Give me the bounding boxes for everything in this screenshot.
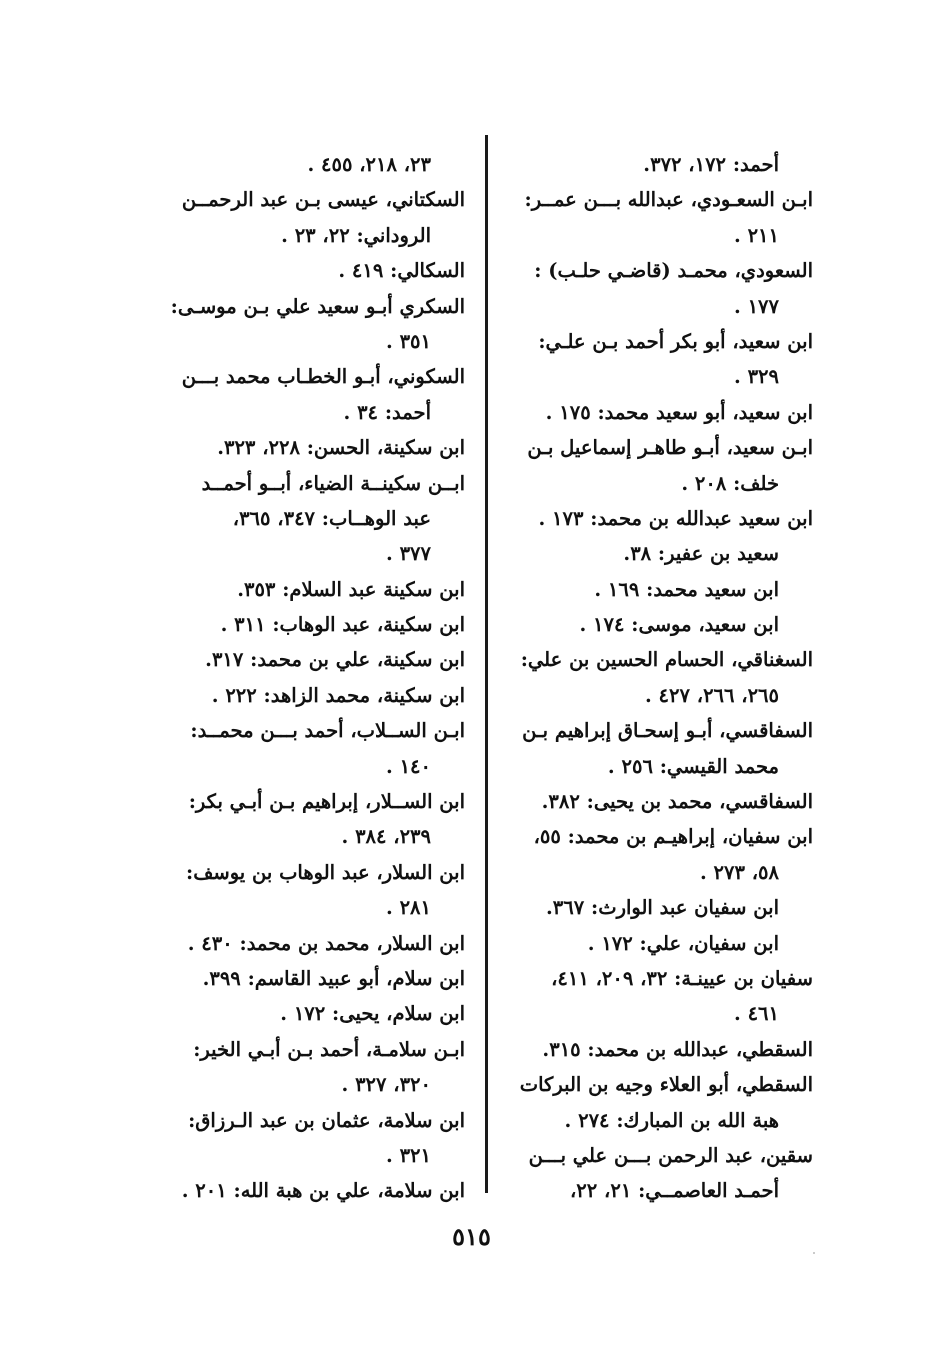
index-entry-line: ابن الســلار، إبراهيم بـن أبـي بكر: <box>188 790 465 814</box>
column-divider <box>485 135 488 1193</box>
index-entry-line: ابن سكينة، محمد الزاهد: ٢٢٢ . <box>211 683 465 707</box>
index-entry-line: ابن سكينة عبد السلام: ٣٥٣. <box>237 577 465 601</box>
index-entry-line: السكالي: ٤١٩ . <box>338 259 465 283</box>
index-entry-line: السعودي، محمـد (قاضـي حلـب) : <box>534 259 813 283</box>
index-entry-line: ابن سعيد عبدالله بن محمد: ١٧٣ . <box>538 506 813 530</box>
index-entry-line: ابن سفيان، علي: ١٧٢ . <box>587 931 779 955</box>
index-entry-line: ابن سعيد، موسى: ١٧٤ . <box>579 613 779 637</box>
index-entry-line: ابن سعيد محمد: ١٦٩ . <box>594 577 779 601</box>
index-entry-line: ٥٨، ٢٧٣ . <box>699 860 779 884</box>
index-entry-line: السقطي، عبدالله بن محمد: ٣١٥. <box>542 1037 813 1061</box>
index-entry-line: سفيان بن عيينـة: ٣٢، ٢٠٩، ٤١١، <box>551 966 813 990</box>
index-entry-line: أحمد: ١٧٢، ٣٧٢. <box>643 153 779 176</box>
index-entry-line: ابن السلار، محمد بن محمد: ٤٣٠ . <box>187 931 465 955</box>
index-entry-line: عبد الوهــاب: ٣٤٧، ٣٦٥، <box>232 506 431 530</box>
index-entry-line: ابن سعيد، أبو سعيد محمد: ١٧٥ . <box>545 400 813 424</box>
index-entry-line: السفاقسي، محمد بن يحيى: ٣٨٢. <box>541 790 813 814</box>
index-entry-line: الروداني: ٢٢، ٢٣ . <box>281 223 431 247</box>
index-entry-line: السكتاني، عيسى بـن عبد الرحمــن <box>181 188 465 212</box>
index-entry-line: ٣٢٩ . <box>734 365 779 389</box>
index-entry-line: ٢٣، ٢١٨، ٤٥٥ . <box>307 153 431 176</box>
index-entry-line: أحمد: ٣٤ . <box>343 400 431 424</box>
index-entry-line: ابن سلامة، علي بن هبة الله: ٢٠١ . <box>181 1179 465 1203</box>
index-entry-line: ٣٥١ . <box>386 329 431 353</box>
index-entry-line: ٢٣٩، ٣٨٤ . <box>341 825 431 849</box>
index-entry-line: خلف: ٢٠٨ . <box>681 471 779 495</box>
index-entry-line: ١٧٧ . <box>734 294 779 318</box>
index-entry-line: محمد القيسي: ٢٥٦ . <box>607 754 779 778</box>
index-entry-line: ابن سلام، يحيى: ١٧٢ . <box>280 1002 465 1026</box>
index-column-left <box>160 147 465 1209</box>
index-entry-line: ابن سفيان عبد الوارث: ٣٦٧. <box>546 896 779 920</box>
index-entry-line: السكوني، أبـو الخطـاب محمد بـــن <box>181 365 465 389</box>
index-entry-line: ٢١١ . <box>734 223 779 247</box>
index-entry-line: ٢٦٥، ٢٦٦، ٤٢٧ . <box>644 683 779 707</box>
index-entry-line: ابن السلار، عبد الوهاب بن يوسف: <box>186 860 465 884</box>
index-entry-line: السقطي، أبو العلاء وجيه بن البركات <box>519 1073 813 1097</box>
index-column-right <box>503 147 813 1209</box>
index-entry-line: ٢٨١ . <box>386 896 431 920</box>
index-entry-line: ١٤٠ . <box>386 754 431 778</box>
index-entry-line: ابن سلامة، عثمان بن عبد الـرزاق: <box>188 1108 465 1132</box>
index-entry-line: ابـن سلامـة، أحمد بـن أبـي الخير: <box>193 1037 465 1061</box>
scan-speck <box>813 1252 815 1254</box>
index-entry-line: أحمـد العاصمــي: ٢١، ٢٢، <box>570 1179 779 1203</box>
index-entry-line: ابن سكينة، عبد الوهاب: ٣١١ . <box>220 613 465 637</box>
index-entry-line: ابن سكينة، الحسن: ٢٢٨، ٣٢٣. <box>217 436 465 460</box>
index-entry-line: ٣٧٧ . <box>386 542 431 566</box>
index-entry-line: ابـن الســلاب، أحمد بـــن محمــد: <box>190 719 465 743</box>
page-number: ٥١٥ <box>452 1222 491 1251</box>
index-entry-line: ابـن السعـودي، عبدالله بـــن عمــر: <box>524 188 813 212</box>
index-entry-line: ابــن سكينــة الضياء، أبــو أحمــد <box>201 471 465 495</box>
index-entry-line: ٣٢١ . <box>386 1143 431 1167</box>
index-entry-line: ابن سفيان، إبراهيـم بن محمد: ٥٥، <box>533 825 813 849</box>
index-entry-line: السكري أبـو سعيد علي بـن موسـى: <box>170 294 465 318</box>
index-entry-line: ابـن سعيد، أبـو طاهـر إسماعيل بـن <box>527 436 813 460</box>
index-entry-line: هبة الله بن المبارك: ٢٧٤ . <box>564 1108 779 1132</box>
index-entry-line: ابن سكينة، علي بن محمد: ٣١٧. <box>205 648 465 672</box>
index-entry-line: السغناقي، الحسام الحسين بن علي: <box>520 648 813 672</box>
index-entry-line: سقين، عبد الرحمن بـــن علي بـــن <box>528 1143 813 1167</box>
index-entry-line: السفاقسي، أبـو إسحـاق إبراهيم بـن <box>522 719 813 743</box>
index-entry-line: ابن سعيد، أبو بكر أحمد بـن علـي: <box>538 329 813 353</box>
index-entry-line: ٤٦١ . <box>734 1002 779 1026</box>
index-entry-line: ابن سلام، أبو عبيد القاسم: ٣٩٩. <box>202 966 465 990</box>
index-entry-line: ٣٢٠، ٣٢٧ . <box>341 1073 431 1097</box>
index-entry-line: سعيد بن عفير: ٣٨. <box>623 542 779 566</box>
